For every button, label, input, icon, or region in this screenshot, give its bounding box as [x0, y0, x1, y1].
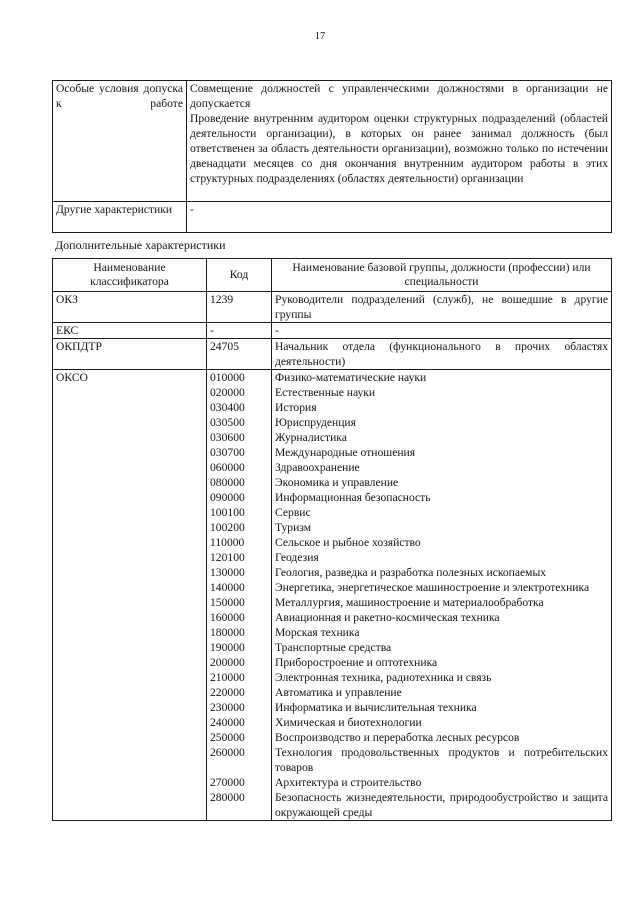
okso-names-cell [272, 370, 612, 821]
okso-specialty-name: Журналистика [275, 431, 347, 444]
special-conditions-label: Особые условия допуска к работе [53, 81, 187, 202]
okso-specialty-name: Естественные науки [275, 386, 376, 399]
okso-specialty-name: Сельское и рыбное хозяйство [275, 536, 421, 549]
other-characteristics-value: - [187, 202, 612, 233]
okso-code: 010000 [210, 371, 245, 384]
okso-specialty-name: Международные отношения [275, 446, 416, 459]
okso-code: 090000 [210, 491, 245, 504]
special-conditions-row [53, 81, 612, 202]
classifier-cell: ОКПДТР [53, 339, 207, 370]
okso-specialty-name: Здравоохранение [275, 461, 360, 474]
okso-code: 180000 [210, 626, 245, 639]
okso-code: 160000 [210, 611, 245, 624]
okso-row [53, 370, 612, 821]
code-cell: 1239 [207, 292, 272, 323]
okso-code: 230000 [210, 701, 245, 714]
special-conditions-paragraph: Совмещение должностей с управленческими должностями в организации не допускается [190, 82, 608, 110]
okso-specialty-name: Энергетика, энергетическое машиностроение и электротехника [275, 581, 590, 594]
okso-specialty-name: Информационная безопасность [275, 491, 431, 504]
code-cell: 24705 [207, 339, 272, 370]
okso-specialty-name: Сервис [275, 506, 311, 519]
okso-codes-cell [207, 370, 272, 821]
okso-code: 280000 [210, 791, 245, 804]
other-characteristics-row [53, 202, 612, 233]
okso-name-list [275, 370, 608, 820]
okso-code: 030700 [210, 446, 245, 459]
code-cell: - [207, 323, 272, 339]
okso-code: 120100 [210, 551, 245, 564]
table-row [53, 323, 612, 339]
okso-specialty-name: Химическая и биотехнологии [275, 716, 422, 729]
header-code: Код [207, 259, 272, 292]
table-row [53, 339, 612, 370]
okso-code: 060000 [210, 461, 245, 474]
name-cell: - [272, 323, 612, 339]
table-row [53, 292, 612, 323]
okso-code: 200000 [210, 656, 245, 669]
header-name: Наименование базовой группы, должности (профессии) или специальности [272, 259, 612, 292]
okso-specialty-name: Геодезия [275, 551, 319, 564]
okso-code: 150000 [210, 596, 245, 609]
okso-code: 030500 [210, 416, 245, 429]
page-number: 17 [314, 31, 326, 42]
okso-code: 140000 [210, 581, 245, 594]
okso-code: 220000 [210, 686, 245, 699]
okso-code: 130000 [210, 566, 245, 579]
header-classifier: Наименование классификатора [53, 259, 207, 292]
okso-specialty-name: Юриспруденция [275, 416, 356, 429]
okso-code: 260000 [210, 746, 245, 759]
okso-code: 080000 [210, 476, 245, 489]
okso-specialty-name: Архитектура и строительство [275, 776, 422, 789]
okso-code: 210000 [210, 671, 245, 684]
name-cell: Руководители подразделений (служб), не вошедшие в другие группы [272, 292, 612, 323]
okso-code: 100200 [210, 521, 245, 534]
okso-specialty-name: Информатика и вычислительная техника [275, 701, 477, 714]
okso-code: 100100 [210, 506, 245, 519]
okso-code: 250000 [210, 731, 245, 744]
okso-specialty-name: Транспортные средства [275, 641, 392, 654]
classifier-table-header [53, 259, 612, 292]
special-conditions-paragraph: Проведение внутренним аудитором оценки структурных подразделений (областей деятельности организации), в которых он ранее занимал должность (был ответственен за область деятельности организации), возможно только по истечении двенадцати месяцев со дня окончания внутренним аудитором работы в этих структурных подразделениях (областях деятельности) организации [190, 112, 608, 185]
okso-code: 020000 [210, 386, 245, 399]
special-conditions-value [187, 81, 612, 202]
okso-code: 270000 [210, 776, 245, 789]
okso-code: 190000 [210, 641, 245, 654]
okso-specialty-name: Безопасность жизнедеятельности, природообустройство и защита окружающей среды [275, 791, 608, 819]
okso-specialty-name: Туризм [275, 521, 312, 534]
job-conditions-table [52, 80, 612, 233]
okso-specialty-name: Электронная техника, радиотехника и связь [275, 671, 492, 684]
okso-code: 110000 [210, 536, 245, 549]
okso-specialty-name: Технология продовольственных продуктов и потребительских товаров [275, 746, 608, 774]
okso-specialty-name: Приборостроение и оптотехника [275, 656, 438, 669]
classifier-cell: ЕКС [53, 323, 207, 339]
okso-code: 030600 [210, 431, 245, 444]
okso-specialty-name: Металлургия, машиностроение и материалообработка [275, 596, 544, 609]
other-characteristics-label: Другие характеристики [53, 202, 187, 233]
okso-specialty-name: Экономика и управление [275, 476, 399, 489]
okso-specialty-name: Воспроизводство и переработка лесных ресурсов [275, 731, 520, 744]
okso-code: 030400 [210, 401, 245, 414]
okso-specialty-name: Морская техника [275, 626, 360, 639]
okso-code: 240000 [210, 716, 245, 729]
classifier-cell: ОКСО [53, 370, 207, 821]
okso-specialty-name: Автоматика и управление [275, 686, 402, 699]
okso-specialty-name: Геология, разведка и разработка полезных ископаемых [275, 566, 547, 579]
classifier-table [52, 258, 612, 821]
okso-code-list [210, 370, 268, 820]
okso-specialty-name: Авиационная и ракетно-космическая техника [275, 611, 500, 624]
additional-characteristics-title: Дополнительные характеристики [55, 238, 226, 252]
classifier-cell: ОКЗ [53, 292, 207, 323]
okso-specialty-name: История [275, 401, 317, 414]
name-cell: Начальник отдела (функционального в прочих областях деятельности) [272, 339, 612, 370]
okso-specialty-name: Физико-математические науки [275, 371, 427, 384]
